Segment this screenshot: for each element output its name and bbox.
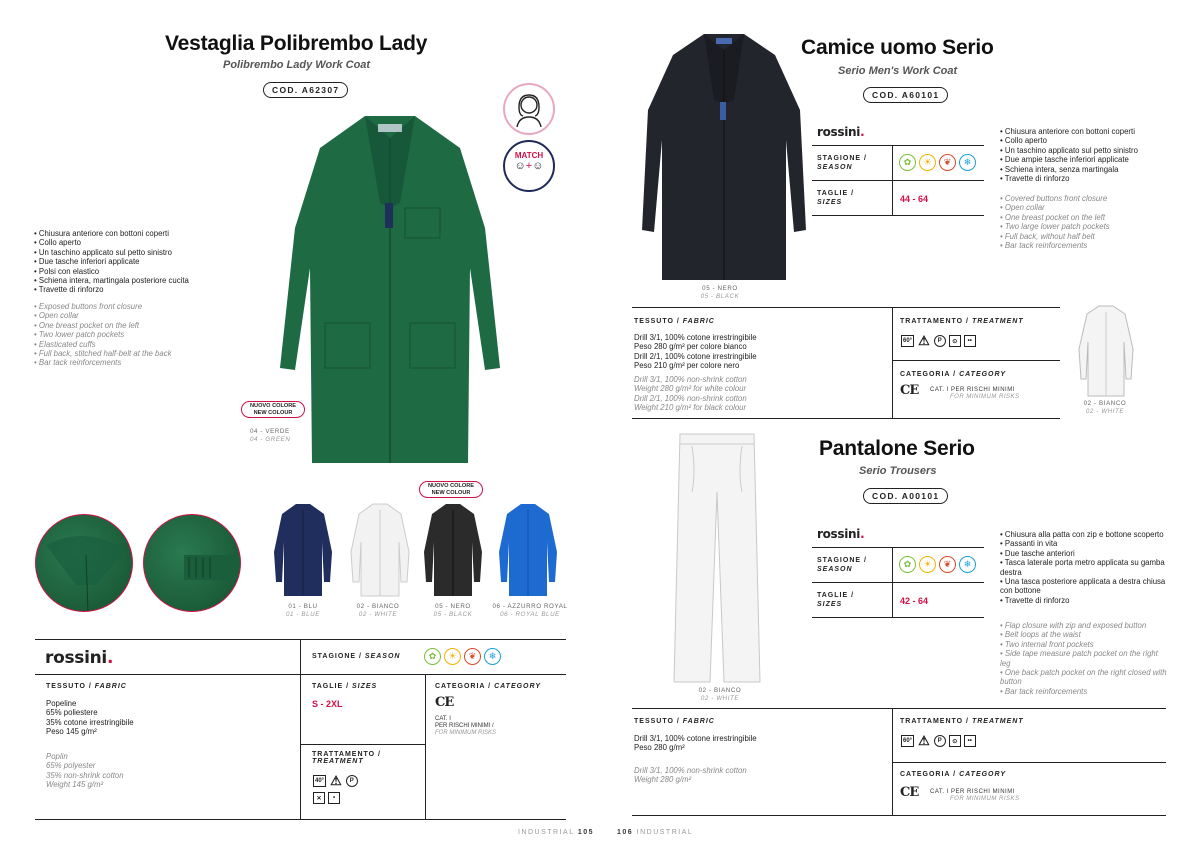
feature-item: • Travette di rinforzo [1000,174,1138,183]
feature-item: • Two large lower patch pockets [1000,222,1110,231]
brand-text: rossini [817,527,861,541]
ce-mark-icon: CE [435,695,454,710]
page-no: 106 [617,829,634,836]
category-header: CATEGORIA / CATEGORY [435,683,542,690]
coat-sizes-header [817,189,854,207]
fabric-line: Drill 3/1, 100% non-shrink cotton [634,766,747,775]
feature-item: • Full back, without half belt [1000,232,1110,241]
iron-icon: •• [964,735,976,747]
feature-item: • Side tape measure patch pocket on the right leg [1000,649,1170,668]
coat-fabric-it [634,333,757,371]
iron-icon: •• [964,335,976,347]
feature-item: • Collo aperto [34,238,189,247]
lady-fit-icon [503,83,555,135]
caption-en: 04 - GREEN [250,435,291,443]
fabric-line: Drill 2/1, 100% non-shrink cotton [634,393,747,403]
treatment-label-en: TREATMENT [312,758,364,765]
feature-item: • Polsi con elastico [34,267,189,276]
autumn-icon: ❦ [939,556,956,573]
features-list-it [34,229,189,295]
colour-caption-royal-blue [491,603,569,618]
coat-treatment-header: TRATTAMENTO / TREATMENT [900,318,1024,325]
ce-mark-icon: CE [900,785,919,800]
page-no: 105 [577,829,594,836]
treatment-label: TRATTAMENTO [900,718,964,725]
treatment-label-en: TREATMENT [971,718,1024,725]
product-subtitle: Polibrembo Lady Work Coat [223,59,371,71]
feature-item: • Una tasca posteriore applicata a destra chiusa con bottone [1000,577,1170,596]
trousers-fabric-it [634,734,757,753]
coat-thumbnail [272,502,334,598]
trousers-treatment-header: TRATTAMENTO / TREATMENT [900,718,1024,725]
trousers-season-header [817,556,867,574]
colour-variant-black [422,502,484,603]
sizes-label: TAGLIE / [817,190,855,197]
caption-it: 04 - VERDE [250,428,290,435]
new-colour-badge-2 [419,481,483,498]
fabric-line: Weight 210 g/m² for black colour [634,403,747,413]
feature-item: • Exposed buttons front closure [34,302,172,311]
fabric-line: Poplin [46,752,68,761]
feature-item: • Two internal front pockets [1000,640,1170,649]
page-number-left [518,829,594,836]
feature-item: • One breast pocket on the left [1000,213,1110,222]
trousers-features-it [1000,530,1170,605]
fabric-line: Weight 280 g/m² for white colour [634,384,747,394]
season-header: STAGIONE / SEASON [312,653,401,660]
colour-caption-black [418,603,488,618]
feature-item: • Chiusura anteriore con bottoni coperti [1000,127,1138,136]
white-coat-image [1077,304,1135,398]
coat-care-symbols [901,335,976,347]
trousers-illustration [672,432,762,684]
trousers-caption [690,687,750,702]
season-label-en: SEASON [817,164,853,171]
coat-thumbnail [497,502,559,598]
dry-clean-icon: P [934,335,946,347]
coat-code: COD. A60101 [863,87,948,103]
colour-caption-blue [268,603,338,618]
feature-item: • Travette di rinforzo [1000,596,1170,605]
caption-it: 05 - NERO [702,285,738,292]
badge-line-en: NEW COLOUR [253,409,293,416]
care-symbols-row-1 [313,775,358,787]
brand-text: rossini [817,125,861,139]
caption-it: 01 - BLU [288,603,318,610]
feature-item: • Chiusura anteriore con bottoni coperti [34,229,189,238]
category-label-en: CATEGORY [959,771,1007,778]
tumble-dry-icon: ⊙ [949,735,961,747]
ce-mark-icon: CE [900,383,919,398]
product-title: Vestaglia Polibrembo Lady [165,32,428,55]
feature-item: • Chiusura alla patta con zip e bottone scoperto [1000,530,1170,539]
fabric-line: Peso 280 g/m² [634,743,685,753]
category-text [435,716,496,737]
brand-logo: rossini. [817,527,865,541]
coat-season-icons [899,154,976,171]
brand-text: rossini [45,648,107,668]
feature-item: • Two lower patch pockets [34,330,172,339]
feature-item: • Travette di rinforzo [34,285,189,294]
features-list-en [34,302,172,368]
coat-season-header [817,154,867,172]
fabric-line: Drill 3/1, 100% cotone irrestringibile [634,734,757,743]
main-colour-caption [250,428,290,443]
trousers-category-header: CATEGORIA / CATEGORY [900,771,1007,778]
coat-thumbnail [349,502,411,598]
coat-thumbnail [422,502,484,598]
caption-it: 05 - NERO [435,603,471,610]
feature-item: • Schiena intera, martingala posteriore cucita [34,276,189,285]
feature-item: • Passanti in vita [1000,539,1170,548]
treatment-label-en: TREATMENT [971,318,1024,325]
category-label-en: CATEGORY [494,683,542,690]
fabric-line: Popeline [46,699,77,708]
feature-item: • Schiena intera, senza martingala [1000,165,1138,174]
category-line: CAT. I PER RISCHI MINIMI [930,387,1015,393]
season-icons [424,648,501,665]
fabric-label-en: FABRIC [94,683,127,690]
caption-it: 02 - BIANCO [356,603,400,610]
black-coat-image [640,30,808,286]
summer-icon: ☀ [919,154,936,171]
treatment-label: TRATTAMENTO / [312,751,381,758]
brand-logo: rossini. [817,125,865,139]
main-coat-image [270,108,510,470]
badge-line-it: NUOVO COLORE [250,403,296,409]
feature-item: • Bar tack reinforcements [1000,687,1170,696]
category-label-en: CATEGORY [959,371,1007,378]
treatment-header [312,751,381,765]
fabric-line: Peso 145 g/m² [46,727,97,737]
no-tumble-dry-icon: ✕ [313,792,325,804]
sizes-label-en: SIZES [817,601,843,608]
cuff-detail-image [143,514,241,612]
wash-40-icon: 40° [313,775,326,787]
feature-item: • Due tasche inferiori applicate [34,257,189,266]
coat-features-it [1000,127,1138,183]
category-line-en: FOR MINIMUM RISKS [435,730,496,736]
coat-category-text [930,387,1020,401]
season-label: STAGIONE / [817,155,867,162]
fabric-label-en: FABRIC [682,318,715,325]
feature-item: • One back patch pocket on the right closed with button [1000,668,1170,687]
dry-clean-icon: P [934,735,946,747]
fabric-line: Peso 210 g/m² per colore nero [634,361,740,371]
no-bleach-icon: ⚠ [918,733,930,748]
fabric-line: Weight 145 g/m² [46,780,104,790]
trousers-features-en [1000,621,1170,696]
caption-en: 06 - ROYAL BLUE [500,610,560,618]
feature-item: • Due tasche anteriori [1000,549,1170,558]
badge-line-en: NEW COLOUR [431,489,471,496]
green-coat-illustration [270,108,510,470]
fabric-line: Drill 3/1, 100% non-shrink cotton [634,375,747,384]
season-label: STAGIONE / [817,557,867,564]
trousers-sizes-value: 42 - 64 [900,596,929,606]
white-coat-caption [1075,400,1135,415]
trousers-image [672,432,762,684]
coat-sizes-value: 44 - 64 [900,194,929,204]
winter-icon: ❄ [959,154,976,171]
black-coat-illustration [640,30,808,286]
new-colour-badge [241,401,305,418]
spring-icon: ✿ [424,648,441,665]
summer-icon: ☀ [444,648,461,665]
fabric-label: TESSUTO [46,683,86,690]
trousers-care-symbols [901,735,976,747]
autumn-icon: ❦ [939,154,956,171]
season-label: STAGIONE [312,653,357,660]
fabric-line: Drill 2/1, 100% cotone irrestringibile [634,351,757,361]
fabric-it [46,699,134,737]
feature-item: • Collo aperto [1000,136,1138,145]
sizes-label-en: SIZES [352,683,378,690]
caption-it: 06 - AZZURRO ROYAL [492,603,568,610]
caption-en: 05 - BLACK [700,292,740,300]
season-label-en: SEASON [817,566,853,573]
caption-en: 02 - WHITE [700,694,740,702]
fabric-line: 35% non-shrink cotton [46,770,124,780]
match-icon: MATCH ☺+☺ [503,140,555,192]
feature-item: • Tasca laterale porta metro applicata su gamba destra [1000,558,1170,577]
fabric-line: Drill 3/1, 100% cotone irrestringibile [634,333,757,342]
trousers-code: COD. A00101 [863,488,948,504]
sizes-label-en: SIZES [817,199,843,206]
tumble-dry-icon: ⊙ [949,335,961,347]
fabric-line: 35% cotone irrestringibile [46,717,134,727]
collar-detail-image [35,514,133,612]
feature-item: • Elasticated cuffs [34,340,172,349]
feature-item: • One breast pocket on the left [34,321,172,330]
badge-line-it: NUOVO COLORE [428,483,474,489]
feature-item: • Flap closure with zip and exposed button [1000,621,1170,630]
category-label: CATEGORIA [435,683,486,690]
category-label: CATEGORIA [900,371,951,378]
match-label: MATCH [514,151,544,160]
feature-item: • Full back, stitched half-belt at the back [34,349,172,358]
feature-item: • Un taschino applicato sul petto sinistro [1000,146,1138,155]
summer-icon: ☀ [919,556,936,573]
caption-en: 02 - WHITE [1085,407,1125,415]
trousers-fabric-header: TESSUTO / FABRIC [634,718,715,725]
sizes-label: TAGLIE [312,683,344,690]
caption-it: 02 - BIANCO [698,687,742,694]
black-coat-caption [690,285,750,300]
fabric-label: TESSUTO [634,718,674,725]
coat-subtitle: Serio Men's Work Coat [838,65,958,77]
caption-en: 01 - BLUE [286,610,320,618]
iron-icon: • [328,792,340,804]
coat-category-header: CATEGORIA / CATEGORY [900,371,1007,378]
spring-icon: ✿ [899,556,916,573]
feature-item: • Open collar [34,311,172,320]
autumn-icon: ❦ [464,648,481,665]
fabric-header: TESSUTO / FABRIC [46,683,127,690]
winter-icon: ❄ [484,648,501,665]
wash-60-icon: 60° [901,735,914,747]
feature-item: • Bar tack reinforcements [34,358,172,367]
caption-en: 02 - WHITE [358,610,398,618]
sizes-value: S - 2XL [312,699,343,709]
category-line: CAT. I PER RISCHI MINIMI [930,789,1015,795]
sizes-label: TAGLIE / [817,592,855,599]
product-code: COD. A62307 [263,82,348,98]
caption-it: 02 - BIANCO [1083,400,1127,407]
feature-item: • Covered buttons front closure [1000,194,1110,203]
dry-clean-icon: P [346,775,358,787]
wash-60-icon: 60° [901,335,914,347]
category-line: PER RISCHI MINIMI / [435,723,494,729]
coat-fabric-header: TESSUTO / FABRIC [634,318,715,325]
colour-variant-blue [272,502,334,603]
feature-item: • Due ampie tasche inferiori applicate [1000,155,1138,164]
section-label: INDUSTRIAL [518,829,575,836]
category-line: CAT. I [435,716,451,722]
trousers-sizes-header [817,591,854,609]
fabric-label: TESSUTO [634,318,674,325]
category-line-en: FOR MINIMUM RISKS [950,796,1020,802]
treatment-label: TRATTAMENTO [900,318,964,325]
colour-caption-white [343,603,413,618]
coat-features-en [1000,194,1110,250]
sizes-header: TAGLIE / SIZES [312,683,378,690]
colour-variant-white [349,502,411,603]
trousers-fabric-en [634,766,747,785]
caption-en: 05 - BLACK [433,610,473,618]
fabric-line: Peso 280 g/m² per colore bianco [634,342,747,352]
coat-fabric-en [634,375,747,413]
no-bleach-icon: ⚠ [918,333,930,348]
white-coat-illustration [1077,304,1135,398]
fabric-line: 65% polyester [46,761,96,771]
feature-item: • Bar tack reinforcements [1000,241,1110,250]
brand-logo: rossini. [45,648,114,668]
colour-variant-royal-blue [497,502,559,603]
feature-item: • Un taschino applicato sul petto sinistro [34,248,189,257]
fabric-line: 65% poliestere [46,708,98,718]
no-bleach-icon: ⚠ [330,773,342,788]
trousers-title: Pantalone Serio [819,437,975,460]
page-number-right [617,829,693,836]
spring-icon: ✿ [899,154,916,171]
category-line-en: FOR MINIMUM RISKS [950,394,1020,400]
coat-title: Camice uomo Serio [801,36,994,59]
fabric-label-en: FABRIC [682,718,715,725]
care-symbols-row-2 [313,792,340,804]
category-label: CATEGORIA [900,771,951,778]
season-label-en: SEASON [364,653,401,660]
fabric-line: Weight 280 g/m² [634,775,692,785]
trousers-category-text [930,789,1020,803]
winter-icon: ❄ [959,556,976,573]
fabric-en [46,752,124,790]
feature-item: • Open collar [1000,203,1110,212]
section-label: INDUSTRIAL [636,829,694,836]
feature-item: • Belt loops at the waist [1000,630,1170,639]
trousers-season-icons [899,556,976,573]
trousers-subtitle: Serio Trousers [859,465,937,477]
